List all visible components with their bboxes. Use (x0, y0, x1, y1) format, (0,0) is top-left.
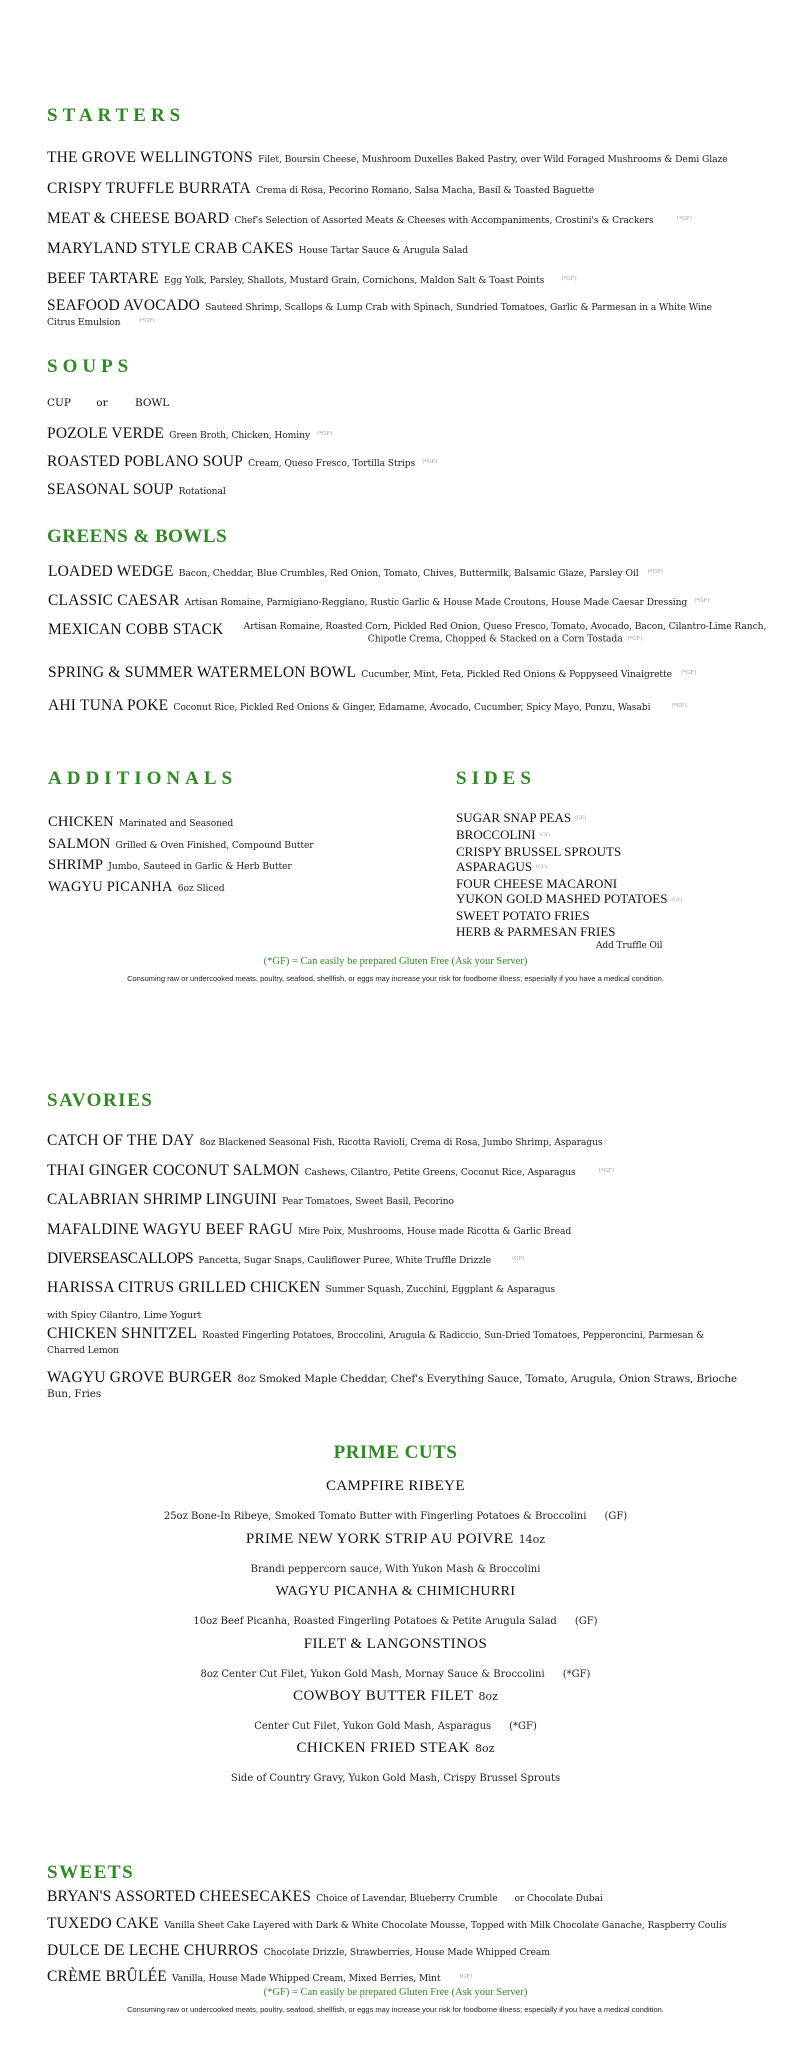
item-name: LOADED WEDGE (48, 563, 174, 580)
additionals-list (48, 812, 314, 898)
item-name: MEAT & CHEESE BOARD (47, 210, 230, 227)
sides-list (456, 810, 682, 955)
gf-tag: (GF) (574, 1616, 598, 1627)
item-name: AHI TUNA POKE (48, 697, 169, 714)
item-name: BEEF TARTARE (47, 270, 159, 287)
item-desc: Choice of Lavendar, Blueberry Crumble or Chocolate Dubai (316, 1893, 603, 1904)
item-desc: 6oz Sliced (177, 882, 225, 894)
section-title-sides: SIDES (456, 768, 536, 789)
gf-tag: (*GF) (627, 636, 643, 642)
prime-item-name-row (0, 1685, 791, 1705)
gf-tag: (GF) (604, 1511, 628, 1522)
item-name: WAGYU PICANHA (48, 878, 173, 895)
prime-item-desc-row (0, 1766, 791, 1785)
soup-size-options (47, 397, 169, 409)
item-desc: Brandi peppercorn sauce, With Yukon Mash & Broccolini (250, 1564, 541, 1575)
menu-item (48, 662, 748, 682)
menu-item (47, 1219, 747, 1239)
menu-item (47, 1370, 742, 1400)
item-desc: Egg Yolk, Parsley, Shallots, Mustard Grain, Cornichons, Maldon Salt & Toast Points (164, 275, 545, 286)
menu-item (47, 1160, 747, 1180)
side-item: SUGAR SNAP PEAS (GF) (456, 810, 586, 825)
item-desc: Roasted Fingerling Potatoes, Broccolini, Arugula & Radiccio, Sun-Dried Tomatoes, Pepperoncini, Parmesan & Charred Lemon (47, 1330, 705, 1356)
gf-tag: (*GF) (598, 1167, 615, 1174)
item-size: 8oz (475, 1742, 495, 1755)
additional-item (48, 855, 314, 877)
side-item: BROCCOLINI (GF) (456, 826, 551, 842)
gf-tag: (*GF) (676, 215, 692, 222)
item-desc: Cucumber, Mint, Feta, Pickled Red Onions & Poppyseed Vinaigrette (361, 669, 672, 680)
item-desc: Side of Country Gravy, Yukon Gold Mash, Crispy Brussel Sprouts (230, 1773, 561, 1784)
item-desc: Rotational (178, 486, 226, 497)
side-item: SWEET POTATO FRIES (456, 908, 590, 924)
item-desc: Chocolate Drizzle, Strawberries, House Made Whipped Cream (263, 1947, 550, 1958)
item-name: CHICKEN FRIED STEAK (296, 1740, 470, 1756)
item-name: SPRING & SUMMER WATERMELON BOWL (48, 664, 357, 681)
item-name: WAGYU PICANHA & CHIMICHURRI (275, 1584, 516, 1599)
menu-item (48, 561, 748, 581)
menu-item (47, 479, 747, 499)
item-desc: 8oz Blackened Seasonal Fish, Ricotta Ravioli, Crema di Rosa, Jumbo Shrimp, Asparagus (199, 1137, 603, 1148)
item-name: CRÈME BRÛLÉE (47, 1968, 167, 1985)
side-item: CRISPY BRUSSEL SPROUTS (456, 843, 622, 859)
section-title-sweets: SWEETS (47, 1862, 135, 1883)
bowl-label: BOWL (134, 397, 170, 409)
section-title-additionals: ADDITIONALS (48, 768, 238, 789)
food-safety-warning: Consuming raw or undercooked meats, poultry, seafood, shellfish, or eggs may increase your risk for foodborne illness; especially if you have a medical condition. (127, 2005, 664, 2014)
item-desc: House Tartar Sauce & Arugula Salad (298, 245, 469, 256)
item-desc: Center Cut Filet, Yukon Gold Mash, Asparagus (254, 1721, 492, 1732)
item-size: 8oz (478, 1690, 498, 1703)
item-name: CHICKEN SHNITZEL (47, 1325, 198, 1342)
item-desc: Vanilla Sheet Cake Layered with Dark & White Chocolate Mousse, Topped with Milk Chocolate Ganache, Raspberry Coulis (164, 1920, 727, 1931)
prime-item-name-row (0, 1580, 791, 1600)
item-name: CALABRIAN SHRIMP LINGUINI (47, 1191, 278, 1208)
section-title-prime-cuts: PRIME CUTS (333, 1442, 458, 1463)
prime-item-desc-row (0, 1662, 791, 1681)
side-item: ASPARAGUS (GF) (456, 859, 547, 875)
menu-item (47, 208, 747, 228)
gf-tag: (*GF) (422, 458, 438, 465)
item-desc: Green Broth, Chicken, Hominy (169, 430, 311, 441)
menu-item (47, 423, 747, 443)
side-item: YUKON GOLD MASHED POTATOES (GF) (456, 891, 683, 907)
item-name: CATCH OF THE DAY (47, 1132, 195, 1149)
menu-item (47, 238, 747, 258)
item-desc: Artisan Romaine, Roasted Corn, Pickled Red Onion, Queso Fresco, Tomato, Avocado, Bacon, Cilantro-Lime Ranch, Chipotle Crema, Chopped & Stacked on a Corn Tostada (243, 621, 767, 645)
menu-item (48, 590, 748, 610)
item-name: SEASONAL SOUP (47, 481, 174, 498)
item-name: WAGYU GROVE BURGER (47, 1369, 233, 1386)
menu-item-continuation (47, 1303, 747, 1322)
gf-note: (*GF) = Can easily be prepared Gluten Free (Ask your Server) (263, 1987, 528, 1998)
menu-item (47, 1966, 747, 1986)
item-desc: Vanilla, House Made Whipped Cream, Mixed Berries, Mint (172, 1973, 441, 1984)
gf-tag: (GF) (539, 832, 551, 839)
item-desc: Pancetta, Sugar Snaps, Cauliflower Puree, White Truffle Drizzle (198, 1255, 492, 1266)
item-desc: Crema di Rosa, Pecorino Romano, Salsa Macha, Basil & Toasted Baguette (255, 185, 595, 196)
gf-tag: (*GF) (647, 568, 663, 575)
prime-item-desc-row (0, 1557, 791, 1576)
item-name: TUXEDO CAKE (47, 1915, 159, 1932)
item-name: HARISSA CITRUS GRILLED CHICKEN (47, 1279, 321, 1296)
item-desc: 10oz Beef Picanha, Roasted Fingerling Potatoes & Petite Arugula Salad (193, 1616, 557, 1627)
gf-tag: (*GF) (317, 430, 333, 437)
menu-item (47, 1940, 747, 1960)
prime-item-name-row (0, 1633, 791, 1653)
menu-item (47, 1189, 747, 1209)
item-name: MAFALDINE WAGYU BEEF RAGU (47, 1221, 293, 1238)
menu-item (47, 1248, 747, 1268)
item-desc: Coconut Rice, Pickled Red Onions & Ginger, Edamame, Avocado, Cucumber, Spicy Mayo, Ponzu, Wasabi (173, 702, 651, 713)
menu-item (47, 1913, 747, 1933)
gf-tag: (GF) (459, 1973, 473, 1980)
prime-item-desc-row (0, 1714, 791, 1733)
or-label: or (96, 397, 108, 409)
item-name: CLASSIC CAESAR (48, 592, 180, 609)
gf-tag: (*GF) (509, 1721, 537, 1732)
item-desc: Grilled & Oven Finished, Compound Butter (115, 839, 314, 851)
truffle-addon: Add Truffle Oil (596, 941, 663, 952)
gf-tag: (*GF) (562, 1669, 591, 1680)
item-name: THAI GINGER COCONUT SALMON (47, 1162, 300, 1179)
menu-item (48, 695, 748, 715)
item-desc: 8oz Smoked Maple Cheddar, Chef's Everything Sauce, Tomato, Arugula, Onion Straws, Brioche Bun, Fries (47, 1373, 738, 1400)
section-title-starters: STARTERS (47, 105, 186, 126)
item-desc: with Spicy Cilantro, Lime Yogurt (47, 1310, 202, 1321)
item-desc: Bacon, Cheddar, Blue Crumbles, Red Onion, Tomato, Chives, Buttermilk, Balsamic Glaze, Parsley Oil (178, 568, 639, 579)
gf-tag: (GF) (512, 1255, 525, 1262)
section-title-soups: SOUPS (47, 356, 134, 377)
item-desc: 8oz Center Cut Filet, Yukon Gold Mash, Mornay Sauce & Broccolini (200, 1669, 545, 1680)
item-desc: 25oz Bone-In Ribeye, Smoked Tomato Butter with Fingerling Potatoes & Broccolini (163, 1511, 587, 1522)
item-desc: Filet, Boursin Cheese, Mushroom Duxelles Baked Pastry, over Wild Foraged Mushrooms & Demi Glaze (258, 154, 728, 165)
item-name: THE GROVE WELLINGTONS (47, 149, 253, 166)
gf-tag: (*GF) (671, 702, 687, 709)
menu-item (48, 619, 767, 645)
prime-item-name-row (0, 1737, 791, 1757)
item-name: SHRIMP (48, 857, 104, 873)
section-title-savories: SAVORIES (47, 1090, 154, 1111)
item-name: MEXICAN COBB STACK (48, 621, 224, 638)
food-safety-warning: Consuming raw or undercooked meats, poultry, seafood, shellfish, or eggs may increase your risk for foodborne illness; especially if you have a medical condition. (127, 974, 664, 983)
item-name: ROASTED POBLANO SOUP (47, 453, 244, 470)
item-desc: Cream, Queso Fresco, Tortilla Strips (248, 458, 416, 469)
item-desc: Artisan Romaine, Parmigiano-Reggiano, Rustic Garlic & House Made Croutons, House Made Caesar Dressing (184, 597, 688, 608)
side-item: HERB & PARMESAN FRIES (456, 923, 616, 939)
item-name: MARYLAND STYLE CRAB CAKES (47, 240, 294, 257)
menu-item (47, 178, 747, 198)
gf-tag: (GF) (536, 864, 547, 871)
cup-label: CUP (47, 397, 71, 409)
menu-item (47, 298, 737, 329)
side-item: FOUR CHEESE MACARONI (456, 875, 618, 891)
menu-item (47, 1886, 747, 1906)
item-name: PRIME NEW YORK STRIP AU POIVRE (245, 1531, 514, 1547)
item-name: SEAFOOD AVOCADO (47, 297, 201, 314)
item-desc: Marinated and Seasoned (118, 818, 234, 829)
item-name: DIVERSEASCALLOPS (47, 1250, 194, 1267)
menu-item (47, 451, 747, 471)
menu-item (47, 147, 747, 167)
menu-item (47, 1277, 747, 1297)
item-name: SALMON (48, 835, 111, 852)
prime-item-name-row (0, 1528, 791, 1548)
additional-item (48, 877, 314, 899)
gf-tag: (GF) (671, 896, 683, 903)
prime-item-desc-row (0, 1609, 791, 1628)
item-name: BRYAN'S ASSORTED CHEESECAKES (47, 1888, 312, 1905)
gf-tag: (*GF) (139, 317, 155, 324)
section-title-greens: GREENS & BOWLS (47, 526, 228, 547)
item-size: 14oz (518, 1533, 546, 1546)
gf-tag: (GF) (575, 815, 586, 822)
prime-item-name-row (0, 1475, 791, 1495)
item-desc: Cashews, Cilantro, Petite Greens, Coconut Rice, Asparagus (304, 1167, 576, 1178)
item-name: FILET & LANGONSTINOS (303, 1636, 488, 1652)
gf-note: (*GF) = Can easily be prepared Gluten Free (Ask your Server) (263, 956, 528, 967)
item-desc: Sauteed Shrimp, Scallops & Lump Crab with Spinach, Sundried Tomatoes, Garlic & Parmesan in a White Wine Citrus Emulsion (47, 302, 712, 328)
item-name: DULCE DE LECHE CHURROS (47, 1942, 259, 1959)
item-desc: Pear Tomatoes, Sweet Basil, Pecorino (282, 1196, 454, 1207)
item-desc-block (240, 621, 770, 646)
menu-item (47, 1326, 742, 1357)
gf-tag: (*GF) (694, 597, 710, 604)
item-name: CRISPY TRUFFLE BURRATA (47, 180, 251, 197)
menu-item (47, 268, 747, 288)
item-desc: Chef's Selection of Assorted Meats & Cheeses with Accompaniments, Crostini's & Crackers (234, 215, 654, 226)
additional-item (48, 834, 314, 856)
prime-item-desc-row (0, 1504, 791, 1523)
item-desc: Jumbo, Sauteed in Garlic & Herb Butter (108, 861, 292, 872)
gf-tag: (*GF) (681, 669, 697, 676)
item-name: COWBOY BUTTER FILET (293, 1688, 474, 1704)
item-desc: Summer Squash, Zucchini, Eggplant & Asparagus (325, 1284, 556, 1295)
item-name: CAMPFIRE RIBEYE (326, 1478, 465, 1494)
menu-item (47, 1130, 747, 1150)
item-name: POZOLE VERDE (47, 425, 165, 442)
item-desc: Mire Poix, Mushrooms, House made Ricotta & Garlic Bread (298, 1226, 572, 1237)
item-name: CHICKEN (48, 814, 114, 830)
gf-tag: (*GF) (561, 275, 577, 282)
additional-item (48, 812, 314, 834)
